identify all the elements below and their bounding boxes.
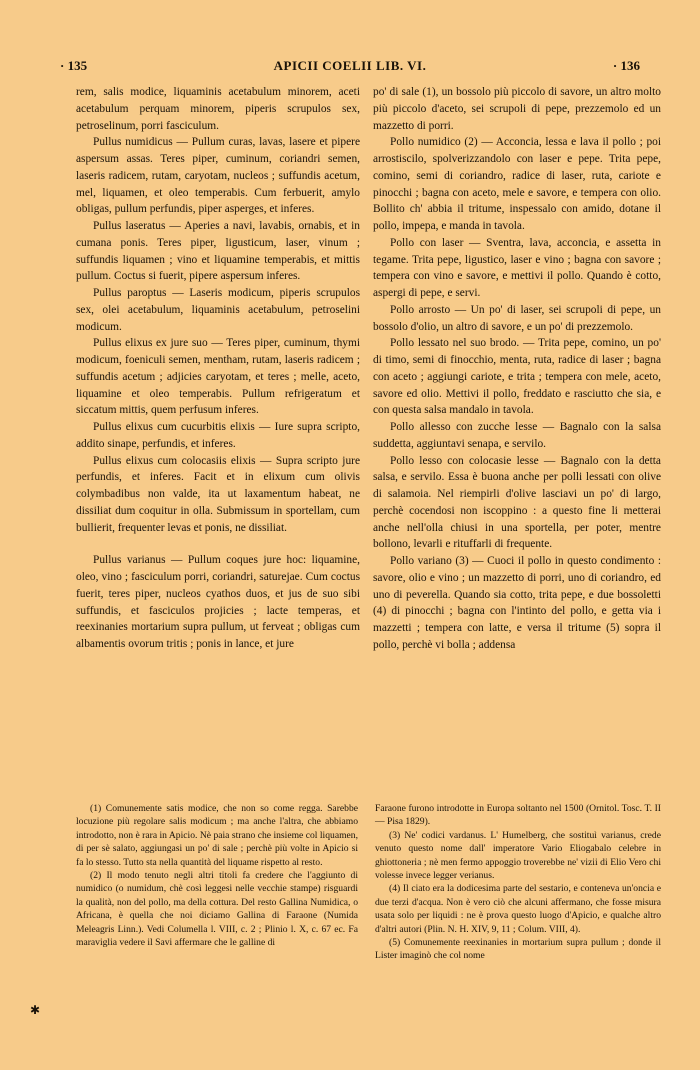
footnote: (2) Il modo tenuto negli altri titoli fa credere che l'aggiunto di numidico (o numidum, chè così leggesi nelle vecchie stampe) risguardi la qualità, non del pollo, ma della cottura. Del resto Gallina Numidica, o Africana, è quella che noi diciamo Gallina di Faraone (Numida Meleagris Linn.). Vedi Columella l. VIII, c. 2 ; Plinio l. X, c. 67 ec. Fa maraviglia vedere il Savi affermare che le galline di bbox=[76, 870, 358, 949]
italian-paragraph: po' di sale (1), un bossolo più piccolo di savore, un altro molto più piccolo d'aceto, sei scrupoli di pepe, prezzemolo ed un mazzetto di porri. bbox=[373, 86, 661, 132]
italian-column bbox=[373, 84, 661, 654]
latin-paragraph: Pullus elixus cum colocasiis elixis — Supra scripto jure perfundis, et inferes. Facit et in elixum cum olivis colymbadibus non valde, ita ut laxamentum habeat, ne dissiliat dum coquitur in olla. Submissum in sportellam, cum bullierit, frequenter levas et ponis, ne dissiliat. bbox=[76, 454, 360, 534]
latin-paragraph: Pullus paroptus — Laseris modicum, piperis scrupulos sex, olei acetabulum, liquaminis acetabulum, petroselini modicum. bbox=[76, 287, 360, 333]
footnote: (3) Ne' codici vardanus. L' Humelberg, che sostituì varianus, crede venuto questo nome dall' imperatore Vario Eliogabalo celebre in ghiottoneria ; nè men fermo appoggio troverebbe ne' vizii di Elio Vero chi volesse invece legger verianus. bbox=[375, 829, 661, 882]
italian-paragraph: Pollo arrosto — Un po' di laser, sei scrupoli di pepe, un bossolo d'olio, un altro di savore, e un po' di prezzemolo. bbox=[373, 303, 661, 333]
latin-paragraph: rem, salis modice, liquaminis acetabulum minorem, aceti acetabulum perquam minorem, piperis scrupulos sex, petroselinum, porri fasciculum. bbox=[76, 86, 360, 132]
page-number-left: · 135 bbox=[60, 58, 88, 73]
footnote: Faraone furono introdotte in Europa soltanto nel 1500 (Ornitol. Tosc. T. II — Pisa 1829). bbox=[375, 803, 661, 828]
footnote: (1) Comunemente satis modice, che non so come regga. Sarebbe locuzione più regolare salis modicum ; ma anche l'altra, che abbiamo introdotto, non è rara in Apicio. Nè paia strano che insieme col liquamen, di per sè salato, aggiungasi un po' di sale ; perchè più volte in Apicio si fa lo stesso. Tutto sta nella quantità del liquame rispetto al resto. bbox=[76, 803, 358, 868]
italian-paragraph: Pollo numidico (2) — Acconcia, lessa e lava il pollo ; poi arrostiscilo, spolverizzandolo con laser e pepe. Trita pepe, comino, semi di coriandro, radice di laser, ruta, cariote e pinocchi ; bagna con aceto, mele e savore, e tempera con olio. Bollito ch' abbia il tritume, inspessalo con amido, dotane il pollo, impepa, e manda in tavola. bbox=[373, 136, 661, 232]
running-header bbox=[60, 58, 640, 78]
latin-paragraph: Pullus varianus — Pullum coques jure hoc: liquamine, oleo, vino ; fasciculum porri, coriandri, saturejae. Cum coctus fuerit, teres piper, nucleos cyathos duos, et jus de suo sibi suffundis, et fasciculos projicies ; lacte temperas, et reexinanies mortarium supra pullum, ut ferveat ; obligas cum albamentis ovorum tritis ; ponis in lance, et jure bbox=[76, 554, 360, 650]
margin-mark: ✱ bbox=[30, 1003, 41, 1017]
footnotes-left bbox=[76, 802, 358, 949]
italian-paragraph: Pollo lesso con colocasie lesse — Bagnalo con la detta salsa, e servilo. Essa è buona anche per polli lessati con olive di salamoia. Nel riempirli d'olive lasciavi un po' di largo, perchè cocendosi non iscoppino : a questo fine li metterai anche nell'olla chiusi in una sportella, per poter, mentre bollono, levarli e rituffarli di frequente. bbox=[373, 454, 661, 551]
italian-paragraph: Pollo lessato nel suo brodo. — Trita pepe, comino, un po' di timo, semi di finocchio, menta, ruta, radice di laser ; bagna con aceto ; aggiungi cariote, e trita ; tempera con mele, aceto, savore ed olio. Mettivi il pollo, freddato e rasciutto che sia, e con questa salsa mandalo in tavola. bbox=[373, 337, 661, 417]
page-number-right: · 136 bbox=[612, 58, 640, 73]
footnote: (4) Il ciato era la dodicesima parte del sestario, e conteneva un'oncia e due terzi d'acqua. Non è vero ciò che alcuni affermano, che fosse misura usata solo per liquidi : ne è prova questo luogo d'Apicio, e qualche altro d'altri autori (Plin. N. H. XIV, 9, 11 ; Colum. VIII, 4). bbox=[375, 883, 661, 935]
footnote: (5) Comunemente reexinanies in mortarium supra pullum ; donde il Lister imaginò che col nome bbox=[375, 937, 661, 962]
latin-paragraph: Pullus elixus cum cucurbitis elixis — Iure supra scripto, addito sinape, perfundis, et inferes. bbox=[76, 421, 360, 450]
footnotes-right bbox=[375, 802, 661, 963]
latin-paragraph: Pullus elixus ex jure suo — Teres piper, cuminum, thymi modicum, foeniculi semen, mentham, rutam, laseris radicem ; suffundis acetum ; adjicies caryotam, et teres ; melle, aceto, liquamine et oleo temperabis. Pullum refrigeratum et siccatum mittis, quem perfusum inferes. bbox=[76, 337, 360, 417]
italian-paragraph: Pollo con laser — Sventra, lava, acconcia, e assetta in tegame. Trita pepe, ligustico, laser e vino ; bagna con savore ; tempera con vino e savore, e mettivi il pollo. Quando è cotto, aspergi di pepe, e servi. bbox=[373, 236, 661, 299]
italian-paragraph: Pollo variano (3) — Cuoci il pollo in questo condimento : savore, olio e vino ; un mazzetto di porri, uno di coriandro, ed uno di peverella. Quando sia cotto, trita pepe, e due bossoletti (4) di pinocchi ; bagna con l'intinto del pollo, e getta via i mazzetti ; tempera con latte, e versa il tritume (5) sopra il pollo, perchè vi bolla ; addensa bbox=[373, 555, 661, 651]
latin-paragraph: Pullus numidicus — Pullum curas, lavas, lasere et pipere aspersum assas. Teres piper, cuminum, coriandri semen, laseris radicem, rutam, caryotam, nucleos ; suffundis acetum, mel, liquamen, et oleo temperabis. Cum ferbuerit, amylo obligas, pullum perfundis, piper asperges, et inferes. bbox=[76, 136, 360, 216]
latin-column bbox=[76, 84, 360, 653]
latin-paragraph: Pullus laseratus — Aperies a navi, lavabis, ornabis, et in cumana ponis. Teres piper, ligusticum, laser, vinum ; suffundis liquamen ; vino et liquamine temperabis, et mittis pullum. Coctus si fuerit, pipere aspersum inferes. bbox=[76, 220, 360, 283]
italian-paragraph: Pollo allesso con zucche lesse — Bagnalo con la salsa suddetta, aggiuntavi senapa, e servilo. bbox=[373, 421, 661, 450]
running-title: APICII COELII LIB. VI. bbox=[273, 58, 427, 73]
